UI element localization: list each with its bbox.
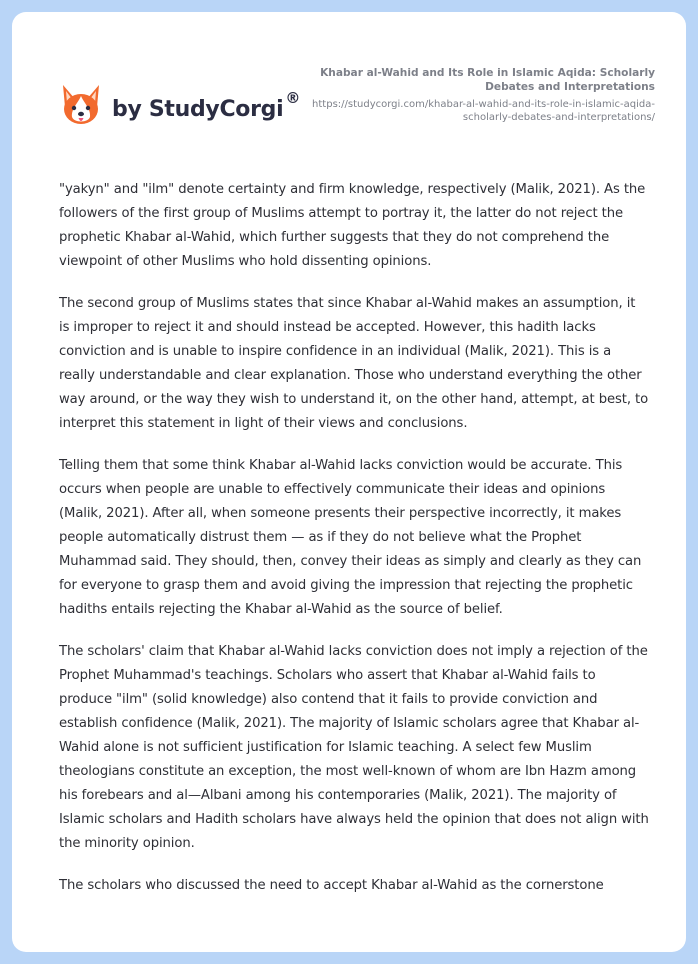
document-body — [59, 178, 649, 916]
document-url[interactable]: https://studycorgi.com/khabar-al-wahid-and-its-role-in-islamic-aqida-scholarly-debates-and-interpretations/ — [312, 99, 655, 123]
paragraph: "yakyn" and "ilm" denote certainty and firm knowledge, respectively (Malik, 2021). As the followers of the first group of Muslims attempt to portray it, the latter do not reject the prophetic Khabar al-Wahid, which further suggests that they do not comprehend the viewpoint of other Muslims who hold dissenting opinions. — [59, 182, 646, 269]
paragraph: The scholars' claim that Khabar al-Wahid lacks conviction does not imply a rejection of the Prophet Muhammad's teachings. Scholars who assert that Khabar al-Wahid fails to produce "ilm" (solid knowledge) also contend that it fails to provide conviction and establish confidence (Malik, 2021). The majority of Islamic scholars agree that Khabar al-Wahid alone is not sufficient justification for Islamic teaching. A select few Muslim theologians constitute an exception, the most well-known of whom are Ibn Hazm among his forebears and al—Albani among his contemporaries (Malik, 2021). The majority of Islamic scholars and Hadith scholars have always held the opinion that does not align with the minority opinion. — [59, 644, 649, 851]
corgi-logo-icon — [60, 83, 102, 129]
document-header — [295, 66, 655, 124]
studycorgi-logo[interactable] — [60, 76, 300, 136]
paragraph: The scholars who discussed the need to accept Khabar al-Wahid as the cornerstone — [59, 878, 604, 893]
document-page — [12, 12, 686, 952]
registered-mark: ® — [285, 89, 301, 107]
document-title: Khabar al-Wahid and Its Role in Islamic Aqida: Scholarly Debates and Interpretations — [320, 67, 655, 93]
paragraph: The second group of Muslims states that since Khabar al-Wahid makes an assumption, it is improper to reject it and should instead be accepted. However, this hadith lacks conviction and is unable to inspire confidence in an individual (Malik, 2021). This is a really understandable and clear explanation. Those who understand everything the other way around, or the way they wish to understand it, on the other hand, attempt, at best, to interpret this statement in light of their views and conclusions. — [59, 296, 649, 431]
logo-wordmark: by StudyCorgi — [112, 96, 284, 122]
paragraph: Telling them that some think Khabar al-Wahid lacks conviction would be accurate. This occurs when people are unable to effectively communicate their ideas and opinions (Malik, 2021). After all, when someone presents their perspective incorrectly, it makes people automatically distrust them — as if they do not believe what the Prophet Muhammad said. They should, then, convey their ideas as simply and clearly as they can for everyone to grasp them and avoid giving the impression that rejecting the prophetic hadiths entails rejecting the Khabar al-Wahid as the source of belief. — [59, 458, 642, 617]
